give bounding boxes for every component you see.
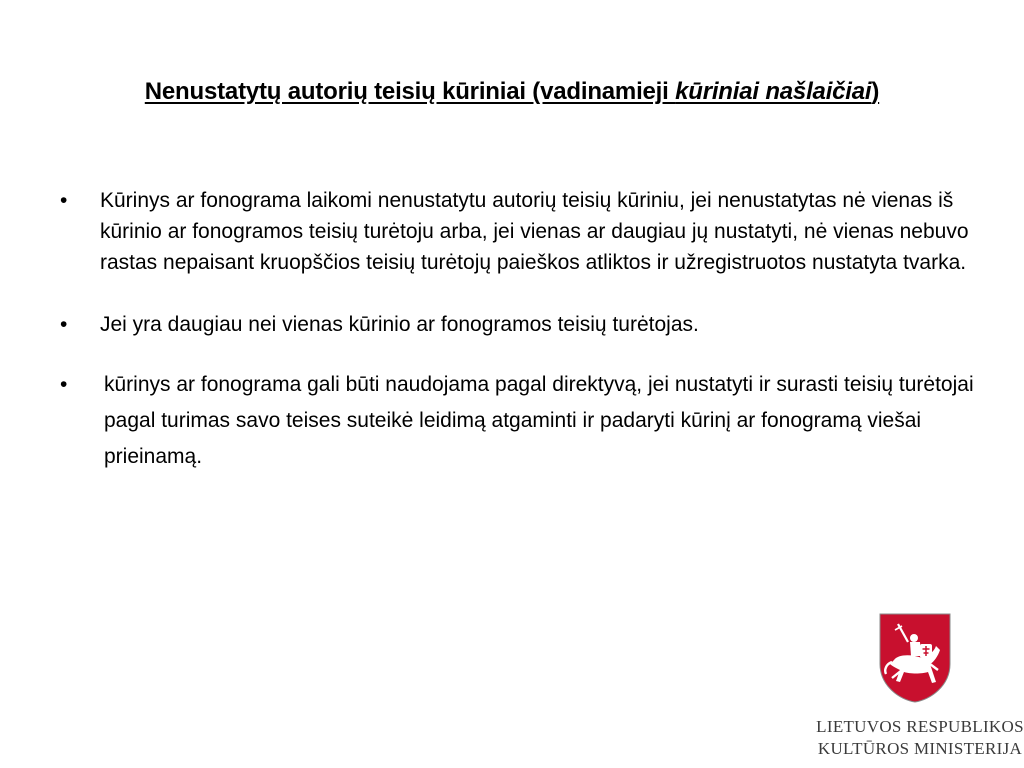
bullet-item [60, 309, 980, 340]
bullet-text: Kūrinys ar fonograma laikomi nenustatytu autorių teisių kūriniu, jei nenustatytas nė vienas iš kūrinio ar fonogramos teisių turėtoju arba, jei vienas ar daugiau jų nustatyti, nė vienas nebuvo rastas nepaisant kruopščios teisių turėtojų paieškos atliktos ir užregistruotos nustatyta tvarka. [100, 189, 969, 274]
bullet-icon: • [60, 373, 68, 396]
ministry-name-line2: KULTŪROS MINISTERIJA [817, 739, 1023, 758]
bullet-item [60, 367, 980, 475]
title-closing: ) [871, 78, 880, 105]
ministry-logo [816, 612, 1024, 768]
bullet-icon: • [60, 189, 68, 212]
bullet-text: kūrinys ar fonograma gali būti naudojama pagal direktyvą, jei nustatyti ir surasti teisių turėtojai pagal turimas savo teises suteikė leidimą atgaminti ir padaryti kūrinį ar fonogramą viešai prieinamą. [104, 373, 974, 468]
coat-of-arms-icon [878, 612, 952, 704]
title-emphasis: kūriniai našlaičiai [675, 78, 872, 105]
bullet-list [60, 185, 980, 506]
title-text: Nenustatytų autorių teisių kūriniai (vadinamieji [144, 78, 676, 105]
bullet-item [60, 185, 980, 278]
ministry-name-line1: LIETUVOS RESPUBLIKOS [816, 717, 1024, 736]
slide-title [0, 78, 1024, 106]
bullet-icon: • [60, 313, 68, 336]
bullet-text: Jei yra daugiau nei vienas kūrinio ar fonogramos teisių turėtojas. [100, 313, 699, 336]
